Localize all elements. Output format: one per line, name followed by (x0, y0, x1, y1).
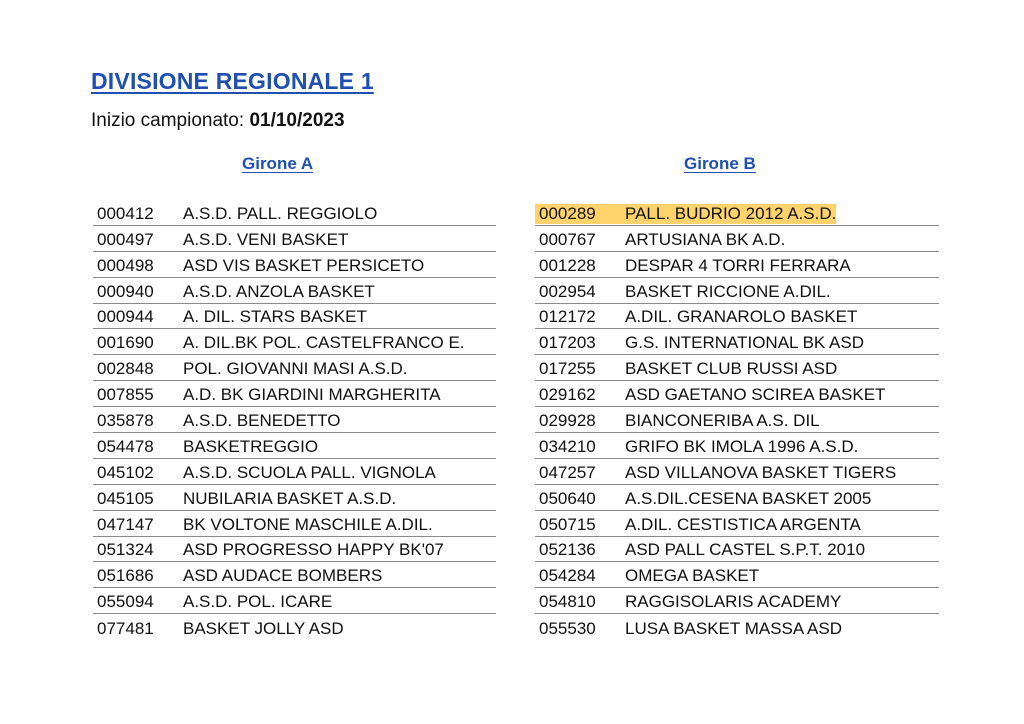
team-code: 051324 (97, 540, 154, 560)
team-code: 002954 (539, 281, 596, 301)
team-name: G.S. INTERNATIONAL BK ASD (625, 333, 864, 353)
team-code: 077481 (97, 619, 154, 639)
team-row (535, 511, 939, 537)
team-row (535, 537, 939, 563)
team-code: 050715 (539, 514, 596, 534)
team-code: 001690 (97, 333, 154, 353)
team-row (535, 407, 939, 433)
team-name: A. DIL.BK POL. CASTELFRANCO E. (183, 333, 465, 353)
team-row (93, 304, 496, 330)
team-row (93, 562, 496, 588)
team-name: A.DIL. CESTISTICA ARGENTA (625, 514, 861, 534)
team-name: A.DIL. GRANAROLO BASKET (625, 307, 858, 327)
team-code: 000412 (97, 203, 154, 223)
team-row (93, 252, 496, 278)
team-row (535, 562, 939, 588)
team-name: A.S.D. ANZOLA BASKET (183, 281, 375, 301)
team-code: 000767 (539, 229, 596, 249)
team-name: ASD VILLANOVA BASKET TIGERS (625, 462, 897, 482)
team-code: 052136 (539, 540, 596, 560)
team-code: 000289 (539, 203, 596, 223)
team-name: ASD PROGRESSO HAPPY BK'07 (183, 540, 444, 560)
team-name: RAGGISOLARIS ACADEMY (625, 592, 842, 612)
team-name: A.D. BK GIARDINI MARGHERITA (183, 385, 441, 405)
team-row (93, 407, 496, 433)
team-row (535, 588, 939, 614)
team-row (93, 459, 496, 485)
team-row (535, 433, 939, 459)
team-name: ASD AUDACE BOMBERS (183, 566, 383, 586)
team-name: DESPAR 4 TORRI FERRARA (625, 255, 851, 275)
team-code: 029928 (539, 411, 596, 431)
team-code: 029162 (539, 385, 596, 405)
girone-b-team-list (535, 200, 939, 640)
team-name: OMEGA BASKET (625, 566, 760, 586)
team-code: 001228 (539, 255, 596, 275)
team-row (535, 459, 939, 485)
team-code: 047147 (97, 514, 154, 534)
team-name: A.S.D. VENI BASKET (183, 229, 349, 249)
team-code: 035878 (97, 411, 154, 431)
team-code: 054810 (539, 592, 596, 612)
team-code: 002848 (97, 359, 154, 379)
team-row (535, 252, 939, 278)
team-row (93, 355, 496, 381)
team-code: 055094 (97, 592, 154, 612)
team-row (535, 226, 939, 252)
team-name: GRIFO BK IMOLA 1996 A.S.D. (625, 436, 859, 456)
team-row (93, 226, 496, 252)
team-name: A.S.D. BENEDETTO (183, 411, 341, 431)
team-row (93, 588, 496, 614)
team-name: A. DIL. STARS BASKET (183, 307, 367, 327)
team-code: 000940 (97, 281, 154, 301)
team-row (93, 278, 496, 304)
team-row (93, 511, 496, 537)
team-name: BK VOLTONE MASCHILE A.DIL. (183, 514, 433, 534)
team-code: 045102 (97, 462, 154, 482)
team-code: 054478 (97, 436, 154, 456)
team-row (535, 304, 939, 330)
team-name: POL. GIOVANNI MASI A.S.D. (183, 359, 408, 379)
team-row (535, 278, 939, 304)
season-start-label: Inizio campionato: (91, 110, 245, 131)
team-row (535, 485, 939, 511)
team-name: ASD GAETANO SCIREA BASKET (625, 385, 886, 405)
team-name: A.S.D. SCUOLA PALL. VIGNOLA (183, 462, 436, 482)
team-code: 017255 (539, 359, 596, 379)
team-row (535, 200, 939, 226)
season-start-date: 01/10/2023 (249, 110, 345, 131)
team-name: LUSA BASKET MASSA ASD (625, 619, 843, 639)
team-name: PALL. BUDRIO 2012 A.S.D. (625, 203, 837, 223)
girone-b-heading: Girone B (684, 154, 756, 173)
team-row (535, 329, 939, 355)
season-start (91, 110, 345, 132)
team-code: 050640 (539, 488, 596, 508)
team-row (93, 433, 496, 459)
team-code: 051686 (97, 566, 154, 586)
team-code: 017203 (539, 333, 596, 353)
team-row (93, 200, 496, 226)
team-code: 045105 (97, 488, 154, 508)
team-name: BASKET CLUB RUSSI ASD (625, 359, 838, 379)
team-code: 034210 (539, 436, 596, 456)
team-row (535, 614, 939, 640)
team-name: BASKET RICCIONE A.DIL. (625, 281, 831, 301)
highlighted-team (535, 204, 836, 224)
team-name: ASD PALL CASTEL S.P.T. 2010 (625, 540, 866, 560)
team-row (93, 537, 496, 563)
team-name: BASKETREGGIO (183, 436, 319, 456)
team-code: 007855 (97, 385, 154, 405)
team-code: 055530 (539, 619, 596, 639)
team-name: A.S.DIL.CESENA BASKET 2005 (625, 488, 872, 508)
team-name: BIANCONERIBA A.S. DIL (625, 411, 820, 431)
team-name: A.S.D. POL. ICARE (183, 592, 333, 612)
team-name: ARTUSIANA BK A.D. (625, 229, 786, 249)
team-name: NUBILARIA BASKET A.S.D. (183, 488, 397, 508)
girone-a-heading: Girone A (242, 154, 314, 173)
team-row (93, 329, 496, 355)
team-code: 012172 (539, 307, 596, 327)
team-code: 000944 (97, 307, 154, 327)
team-name: ASD VIS BASKET PERSICETO (183, 255, 425, 275)
team-code: 047257 (539, 462, 596, 482)
team-row (535, 355, 939, 381)
team-code: 000498 (97, 255, 154, 275)
team-row (93, 381, 496, 407)
team-row (93, 614, 496, 640)
team-row (535, 381, 939, 407)
team-name: BASKET JOLLY ASD (183, 619, 344, 639)
girone-a-team-list (93, 200, 496, 640)
page-title: DIVISIONE REGIONALE 1 (91, 68, 374, 94)
team-row (93, 485, 496, 511)
team-code: 000497 (97, 229, 154, 249)
team-name: A.S.D. PALL. REGGIOLO (183, 203, 378, 223)
team-code: 054284 (539, 566, 596, 586)
